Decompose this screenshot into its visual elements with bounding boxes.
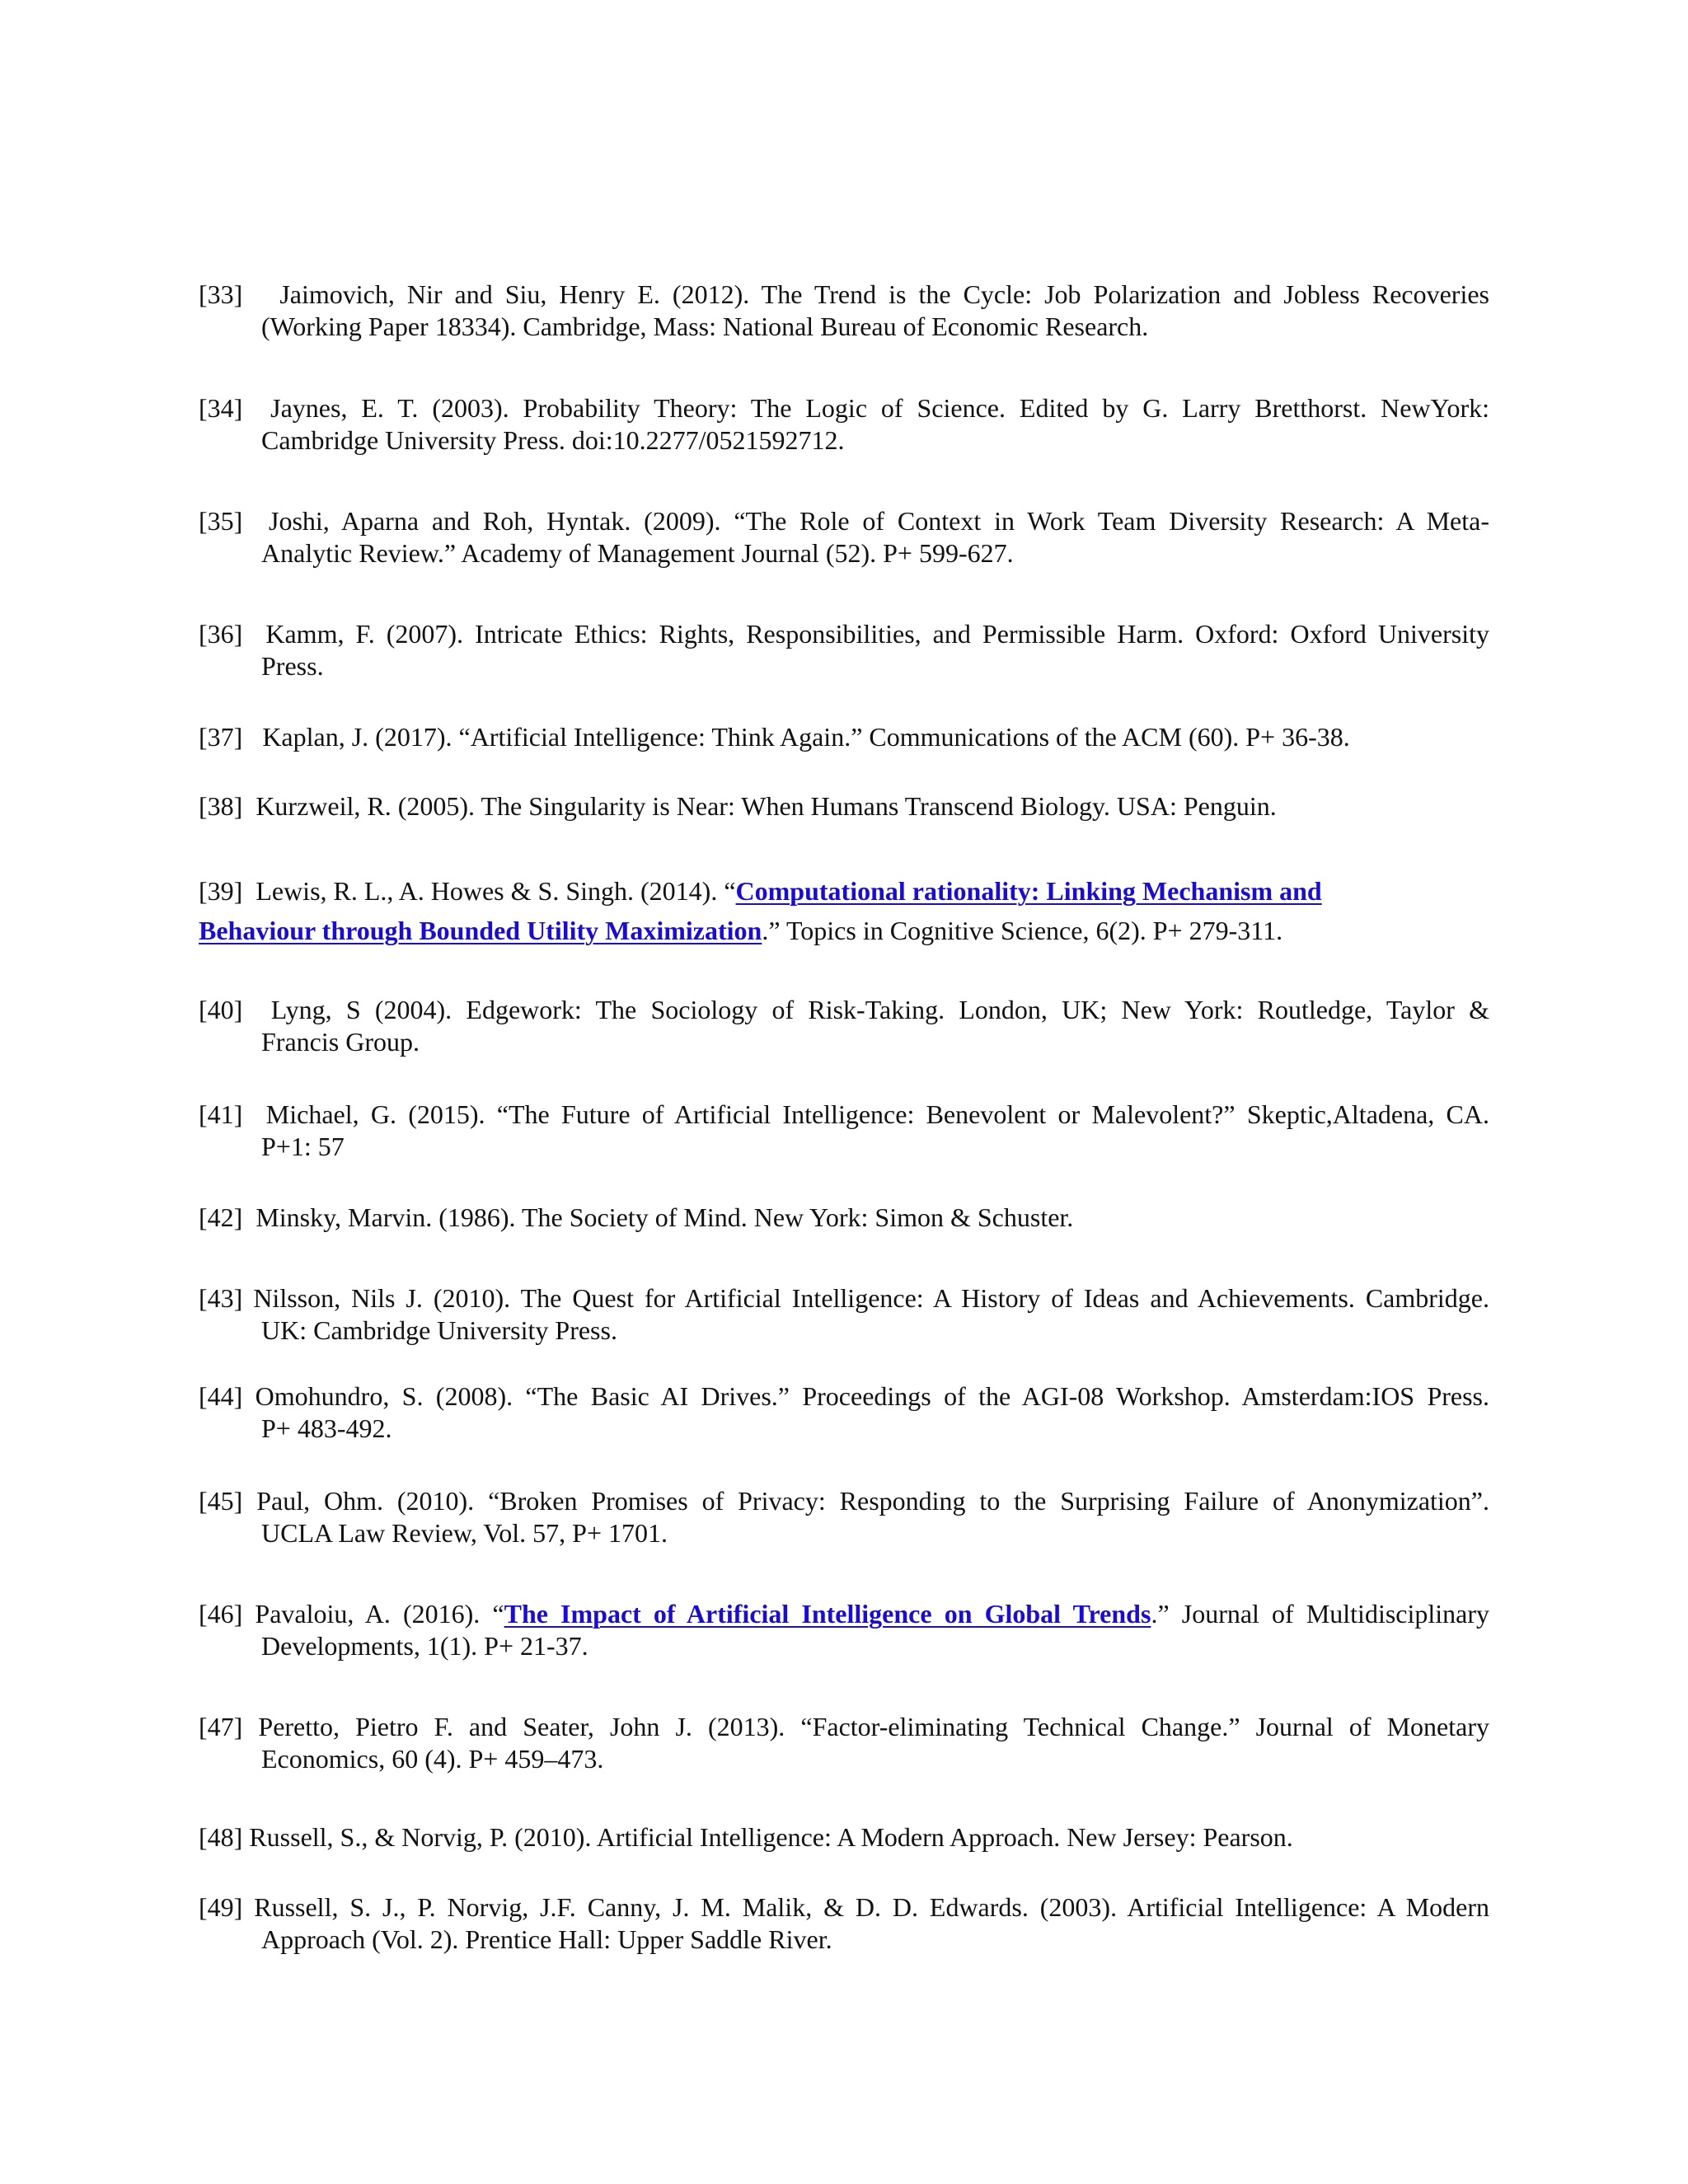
reference-number: [39] <box>199 876 243 906</box>
reference-39-line-1 <box>199 871 1489 911</box>
reference-number: [34] <box>199 393 243 423</box>
reference-36-line-2: Press. <box>261 651 324 681</box>
reference-text: Minsky, Marvin. (1986). The Society of Mind. New York: Simon & Schuster. <box>256 1202 1074 1232</box>
reference-text: Jaynes, E. T. (2003). Probability Theory: The Logic of Science. Edited by G. Larry Bretthorst. NewYork: <box>270 393 1490 423</box>
reference-36-line-1 <box>199 618 1489 650</box>
reference-text: Kurzweil, R. (2005). The Singularity is Near: When Humans Transcend Biology. USA: Penguin. <box>256 791 1277 821</box>
reference-37 <box>199 721 1489 753</box>
reference-45-line-1 <box>199 1485 1489 1517</box>
reference-47-line-2: Economics, 60 (4). P+ 459–473. <box>261 1744 604 1774</box>
reference-number: [33] <box>199 279 243 309</box>
reference-44 <box>199 1380 1489 1445</box>
reference-40 <box>199 994 1489 1058</box>
reference-text: Omohundro, S. (2008). “The Basic AI Drives.” Proceedings of the AGI-08 Workshop. Amsterdam:IOS Press. <box>255 1381 1490 1411</box>
reference-35 <box>199 505 1489 569</box>
reference-34 <box>199 392 1489 457</box>
reference-42 <box>199 1202 1489 1234</box>
reference-43-line-1 <box>199 1282 1489 1315</box>
reference-47 <box>199 1711 1489 1775</box>
reference-33-line-2: (Working Paper 18334). Cambridge, Mass: National Bureau of Economic Research. <box>261 312 1149 341</box>
reference-46-link[interactable]: The Impact of Artificial Intelligence on Global Trends <box>504 1599 1151 1629</box>
reference-text: Russell, S. J., P. Norvig, J.F. Canny, J. M. Malik, & D. D. Edwards. (2003). Artificial Intelligence: A Modern <box>254 1892 1490 1922</box>
reference-35-line-1 <box>199 505 1489 537</box>
reference-38-line-1 <box>199 790 1489 823</box>
reference-text: Lewis, R. L., A. Howes & S. Singh. (2014). “ <box>256 876 736 906</box>
reference-text: Michael, G. (2015). “The Future of Artificial Intelligence: Benevolent or Malevolent?” Skeptic,Altadena, CA. <box>265 1099 1490 1129</box>
reference-48 <box>199 1821 1489 1854</box>
reference-34-line-2: Cambridge University Press. doi:10.2277/0521592712. <box>261 425 845 455</box>
reference-39-line-2 <box>199 911 1489 950</box>
reference-number: [44] <box>199 1381 243 1411</box>
reference-46-line-2: Developments, 1(1). P+ 21-37. <box>261 1631 588 1661</box>
reference-text: Peretto, Pietro F. and Seater, John J. (2013). “Factor-eliminating Technical Change.” Journal of Monetary <box>258 1712 1490 1741</box>
reference-text: .” Topics in Cognitive Science, 6(2). P+ 279-311. <box>762 916 1283 945</box>
reference-text: Nilsson, Nils J. (2010). The Quest for Artificial Intelligence: A History of Ideas and Achievements. Cambridge. <box>253 1283 1490 1313</box>
reference-text: Kamm, F. (2007). Intricate Ethics: Rights, Responsibilities, and Permissible Harm. Oxford: Oxford University <box>265 619 1489 649</box>
reference-number: [48] <box>199 1822 243 1852</box>
reference-41-line-1 <box>199 1099 1489 1131</box>
reference-41-line-2: P+1: 57 <box>261 1132 345 1161</box>
reference-number: [35] <box>199 506 243 536</box>
reference-49-line-2: Approach (Vol. 2). Prentice Hall: Upper Saddle River. <box>261 1924 832 1954</box>
reference-number: [42] <box>199 1202 243 1232</box>
reference-45 <box>199 1485 1489 1549</box>
reference-43-line-2: UK: Cambridge University Press. <box>261 1315 617 1345</box>
reference-47-line-1 <box>199 1711 1489 1743</box>
reference-42-line-1 <box>199 1202 1489 1234</box>
reference-39 <box>199 871 1489 950</box>
reference-number: [43] <box>199 1283 243 1313</box>
reference-number: [36] <box>199 619 243 649</box>
reference-48-line-1 <box>199 1821 1489 1854</box>
reference-38 <box>199 790 1489 823</box>
reference-46-line-1 <box>199 1598 1489 1630</box>
reference-44-line-1 <box>199 1380 1489 1413</box>
reference-text: Kaplan, J. (2017). “Artificial Intelligence: Think Again.” Communications of the ACM (60). P+ 36-38. <box>262 722 1350 752</box>
reference-46 <box>199 1598 1489 1662</box>
reference-49 <box>199 1891 1489 1956</box>
reference-40-line-2: Francis Group. <box>261 1027 420 1057</box>
reference-49-line-1 <box>199 1891 1489 1924</box>
reference-44-line-2: P+ 483-492. <box>261 1413 392 1443</box>
reference-number: [41] <box>199 1099 243 1129</box>
reference-number: [45] <box>199 1486 243 1516</box>
reference-40-line-1 <box>199 994 1489 1026</box>
reference-39-link-part-1[interactable]: Computational rationality: Linking Mechanism and <box>735 876 1322 906</box>
reference-39-link-part-2[interactable]: Behaviour through Bounded Utility Maximization <box>199 916 762 945</box>
reference-text: Paul, Ohm. (2010). “Broken Promises of Privacy: Responding to the Surprising Failure of Anonymization”. <box>256 1486 1490 1516</box>
reference-33-line-1 <box>199 279 1489 311</box>
reference-34-line-1 <box>199 392 1489 424</box>
reference-37-line-1 <box>199 721 1489 753</box>
reference-number: [47] <box>199 1712 243 1741</box>
reference-text: Jaimovich, Nir and Siu, Henry E. (2012). The Trend is the Cycle: Job Polarization and Jobless Recoveries <box>279 279 1490 309</box>
reference-number: [40] <box>199 995 243 1024</box>
reference-36 <box>199 618 1489 682</box>
reference-text: Pavaloiu, A. (2016). “ <box>255 1599 504 1629</box>
reference-number: [37] <box>199 722 243 752</box>
reference-text: Lyng, S (2004). Edgework: The Sociology of Risk-Taking. London, UK; New York: Routledge, Taylor & <box>270 995 1490 1024</box>
reference-43 <box>199 1282 1489 1347</box>
reference-35-line-2: Analytic Review.” Academy of Management Journal (52). P+ 599-627. <box>261 538 1014 568</box>
reference-41 <box>199 1099 1489 1163</box>
reference-number: [38] <box>199 791 243 821</box>
reference-45-line-2: UCLA Law Review, Vol. 57, P+ 1701. <box>261 1518 668 1548</box>
reference-33 <box>199 279 1489 343</box>
reference-text: .” Journal of Multidisciplinary <box>1151 1599 1490 1629</box>
reference-number: [49] <box>199 1892 243 1922</box>
reference-number: [46] <box>199 1599 243 1629</box>
reference-text: Russell, S., & Norvig, P. (2010). Artificial Intelligence: A Modern Approach. New Jersey: Pearson. <box>249 1822 1293 1852</box>
reference-text: Joshi, Aparna and Roh, Hyntak. (2009). “The Role of Context in Work Team Diversity Research: A Meta- <box>269 506 1490 536</box>
